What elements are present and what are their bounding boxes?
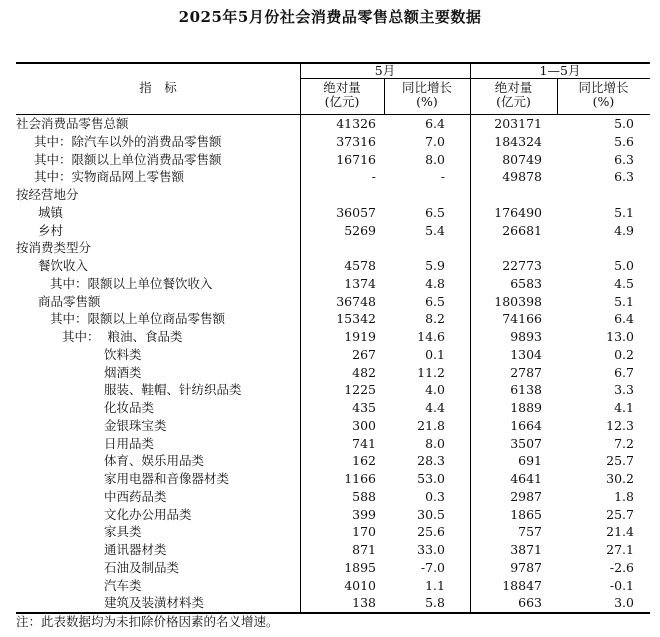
row-label-text: 文化办公用品类 xyxy=(104,506,192,522)
row-label-text: 餐饮收入 xyxy=(38,258,89,273)
cell-may-yoy: 8.0 xyxy=(425,435,445,451)
cell-may-absolute: 267 xyxy=(352,346,376,362)
cell-ytd-absolute: 4641 xyxy=(510,471,542,486)
table-row xyxy=(16,222,650,240)
cell-ytd-absolute: 184324 xyxy=(494,133,542,149)
row-label-prefix: 其中： xyxy=(62,329,100,344)
cell-ytd-yoy: 5.6 xyxy=(614,133,634,149)
cell-ytd-absolute: 691 xyxy=(518,453,542,469)
cell-ytd-absolute: 203171 xyxy=(494,116,542,131)
cell-ytd-yoy: 7.2 xyxy=(614,435,634,451)
cell-may-yoy: 33.0 xyxy=(417,542,445,557)
cell-may-absolute: 162 xyxy=(352,453,376,469)
row-label xyxy=(104,506,192,524)
cell-may-absolute: 1919 xyxy=(344,329,376,344)
cell-may-absolute: 435 xyxy=(352,400,376,415)
cell-ytd-absolute: 80749 xyxy=(502,151,542,167)
row-label-text: 化妆品类 xyxy=(104,400,155,415)
table-row xyxy=(16,115,650,133)
table-row xyxy=(16,417,650,435)
row-label xyxy=(16,115,129,133)
cell-may-yoy: 5.4 xyxy=(425,222,445,238)
row-label-text: 城镇 xyxy=(38,204,64,220)
row-label xyxy=(38,293,101,311)
row-label-text: 饮料类 xyxy=(104,346,142,362)
cell-may-yoy: 7.0 xyxy=(425,133,445,149)
cell-may-yoy: 30.5 xyxy=(417,506,445,522)
cell-ytd-absolute: 1664 xyxy=(510,417,542,433)
cell-may-yoy: 0.1 xyxy=(425,346,445,362)
row-label xyxy=(104,594,204,612)
cell-may-absolute: 138 xyxy=(352,595,376,611)
cell-may-absolute: 41326 xyxy=(336,116,376,131)
table-row xyxy=(16,452,650,470)
row-label-text: 中西药品类 xyxy=(104,488,167,504)
row-label-text: 日用品类 xyxy=(104,435,155,451)
cell-may-absolute: 36057 xyxy=(336,204,376,220)
cell-may-absolute: 36748 xyxy=(336,293,376,309)
row-label-text: 其中：限额以上单位餐饮收入 xyxy=(50,275,213,291)
table-row xyxy=(16,275,650,293)
cell-ytd-yoy: 5.1 xyxy=(614,204,634,220)
cell-may-yoy: - xyxy=(440,169,445,185)
cell-may-absolute: 1895 xyxy=(344,559,376,575)
cell-ytd-absolute: 180398 xyxy=(494,293,542,309)
cell-ytd-yoy: 6.7 xyxy=(614,364,634,380)
header-group-rule xyxy=(300,78,650,79)
may-abs-header: 绝对量 xyxy=(323,80,361,95)
row-label-text: 按消费类型分 xyxy=(16,240,92,256)
row-label-text: 建筑及装潢材料类 xyxy=(104,595,205,611)
row-label xyxy=(104,381,242,399)
cell-ytd-yoy: 30.2 xyxy=(606,471,634,486)
row-label xyxy=(104,523,142,541)
row-label xyxy=(34,151,222,169)
cell-may-absolute: 588 xyxy=(352,488,376,504)
cell-may-yoy: 4.4 xyxy=(425,400,445,415)
row-label-text: 其中：除汽车以外的消费品零售额 xyxy=(34,133,222,149)
row-label-text: 汽车类 xyxy=(104,577,142,593)
cell-ytd-yoy: 6.3 xyxy=(614,151,634,167)
cell-may-yoy: 25.6 xyxy=(417,524,445,540)
page-title: 2025年5月份社会消费品零售总额主要数据 xyxy=(178,8,482,26)
table-row xyxy=(16,506,650,524)
cell-may-absolute: 741 xyxy=(352,435,376,451)
cell-ytd-absolute: 22773 xyxy=(502,258,542,273)
cell-ytd-yoy: 13.0 xyxy=(606,329,634,344)
row-label xyxy=(62,328,183,346)
row-label xyxy=(104,452,204,470)
row-label-text: 家用电器和音像器材类 xyxy=(104,471,230,486)
cell-may-yoy: -7.0 xyxy=(420,559,445,575)
table-row xyxy=(16,559,650,577)
cell-ytd-yoy: 6.4 xyxy=(614,311,634,327)
may-abs-unit: (亿元) xyxy=(324,94,360,109)
table-row xyxy=(16,239,650,257)
table-row xyxy=(16,577,650,595)
cell-ytd-absolute: 74166 xyxy=(502,311,542,327)
cell-ytd-absolute: 9893 xyxy=(510,329,542,344)
cell-ytd-yoy: 25.7 xyxy=(606,453,634,469)
table-row xyxy=(16,470,650,488)
row-label-text: 金银珠宝类 xyxy=(104,417,167,433)
row-label xyxy=(104,346,142,364)
cell-may-absolute: 482 xyxy=(352,364,376,380)
cell-may-yoy: 28.3 xyxy=(417,453,445,469)
table-row xyxy=(16,310,650,328)
row-label xyxy=(104,399,154,417)
cell-may-yoy: 21.8 xyxy=(417,417,445,433)
row-label xyxy=(104,559,179,577)
row-label-text: 体育、娱乐用品类 xyxy=(104,453,205,469)
row-label-text: 烟酒类 xyxy=(104,364,142,380)
cell-ytd-absolute: 18847 xyxy=(502,577,542,593)
table-row xyxy=(16,523,650,541)
cell-ytd-yoy: 4.1 xyxy=(614,400,634,415)
cell-ytd-absolute: 9787 xyxy=(510,559,542,575)
row-label-text: 乡村 xyxy=(38,222,64,238)
cell-may-absolute: 300 xyxy=(352,417,376,433)
cell-ytd-absolute: 2987 xyxy=(510,488,542,504)
cell-ytd-absolute: 663 xyxy=(518,595,542,611)
cell-ytd-yoy: 3.0 xyxy=(614,595,634,611)
row-label-text: 粮油、食品类 xyxy=(107,329,183,344)
cell-ytd-yoy: 5.0 xyxy=(614,258,634,273)
cell-ytd-absolute: 757 xyxy=(518,524,542,540)
table-row xyxy=(16,151,650,169)
may-yoy-header: 同比增长 xyxy=(401,80,452,95)
row-label xyxy=(34,168,184,186)
table-row xyxy=(16,541,650,559)
row-label-text: 家具类 xyxy=(104,524,142,540)
row-label xyxy=(104,364,142,382)
cell-may-absolute: 37316 xyxy=(336,133,376,149)
table-row xyxy=(16,399,650,417)
ytd-abs-header: 绝对量 xyxy=(494,80,533,95)
cell-ytd-absolute: 3507 xyxy=(510,435,542,451)
cell-ytd-absolute: 176490 xyxy=(494,204,542,220)
row-label xyxy=(104,541,167,559)
row-label xyxy=(104,577,142,595)
cell-ytd-yoy: 4.5 xyxy=(614,275,634,291)
table-row xyxy=(16,293,650,311)
row-label xyxy=(104,488,167,506)
group-ytd-header: 1—5月 xyxy=(539,63,581,78)
cell-may-absolute: 16716 xyxy=(336,151,376,167)
cell-may-absolute: 5269 xyxy=(344,222,376,238)
table-row xyxy=(16,204,650,222)
row-label xyxy=(50,310,225,328)
cell-ytd-yoy: 21.4 xyxy=(606,524,634,540)
table-body xyxy=(16,115,650,612)
table-row xyxy=(16,488,650,506)
cell-may-absolute: 170 xyxy=(352,524,376,540)
cell-may-yoy: 1.1 xyxy=(425,577,445,593)
row-label xyxy=(34,133,222,151)
table-row xyxy=(16,435,650,453)
cell-may-absolute: 1374 xyxy=(344,275,376,291)
cell-ytd-yoy: 6.3 xyxy=(614,169,634,185)
cell-may-yoy: 8.2 xyxy=(425,311,445,327)
table-row xyxy=(16,133,650,151)
table-row xyxy=(16,328,650,346)
cell-may-yoy: 0.3 xyxy=(425,488,445,504)
cell-ytd-absolute: 49878 xyxy=(502,169,542,185)
footnote: 注：此表数据均为未扣除价格因素的名义增速。 xyxy=(16,614,279,629)
cell-may-absolute: 4010 xyxy=(344,577,376,593)
cell-ytd-yoy: 5.1 xyxy=(614,293,634,309)
cell-ytd-absolute: 3871 xyxy=(510,542,542,557)
table-row xyxy=(16,346,650,364)
row-label-text: 服装、鞋帽、针纺织品类 xyxy=(104,382,242,398)
cell-ytd-absolute: 1304 xyxy=(510,346,542,362)
data-table xyxy=(16,62,650,614)
row-label xyxy=(16,239,91,257)
cell-ytd-absolute: 1865 xyxy=(510,506,542,522)
group-may-header: 5月 xyxy=(374,63,396,78)
cell-ytd-yoy: 27.1 xyxy=(606,542,634,557)
cell-may-yoy: 5.8 xyxy=(425,595,445,611)
cell-ytd-absolute: 6138 xyxy=(510,382,542,398)
cell-may-absolute: 1225 xyxy=(344,382,376,398)
cell-may-yoy: 6.5 xyxy=(425,204,445,220)
ytd-abs-unit: (亿元) xyxy=(496,94,531,109)
row-label xyxy=(38,222,63,240)
cell-ytd-yoy: 25.7 xyxy=(606,506,634,522)
row-label-text: 其中：限额以上单位消费品零售额 xyxy=(34,151,222,167)
row-label-text: 其中：实物商品网上零售额 xyxy=(34,169,185,185)
table-row xyxy=(16,594,650,612)
row-label xyxy=(16,186,79,204)
cell-may-yoy: 4.8 xyxy=(425,275,445,291)
cell-ytd-yoy: -2.6 xyxy=(609,559,634,575)
cell-ytd-yoy: 0.2 xyxy=(614,346,634,362)
cell-may-yoy: 6.5 xyxy=(425,293,445,309)
row-label xyxy=(104,470,229,488)
row-label-text: 通讯器材类 xyxy=(104,542,167,557)
cell-may-yoy: 11.2 xyxy=(417,364,445,380)
cell-ytd-yoy: -0.1 xyxy=(609,577,634,593)
cell-ytd-yoy: 1.8 xyxy=(614,488,634,504)
cell-may-yoy: 53.0 xyxy=(417,471,445,486)
ytd-yoy-unit: (%) xyxy=(592,94,615,109)
cell-may-yoy: 4.0 xyxy=(425,382,445,398)
cell-may-yoy: 14.6 xyxy=(417,329,445,344)
row-label-text: 石油及制品类 xyxy=(104,559,180,575)
table-row xyxy=(16,364,650,382)
ytd-yoy-header: 同比增长 xyxy=(578,80,629,95)
cell-ytd-yoy: 3.3 xyxy=(614,382,634,398)
row-label xyxy=(38,204,63,222)
cell-ytd-absolute: 2787 xyxy=(510,364,542,380)
indicator-header: 指 标 xyxy=(139,80,177,95)
cell-may-yoy: 6.4 xyxy=(425,116,445,131)
cell-may-absolute: 1166 xyxy=(344,471,376,486)
cell-ytd-yoy: 12.3 xyxy=(606,417,634,433)
cell-may-absolute: 871 xyxy=(352,542,376,557)
row-label xyxy=(38,257,88,275)
cell-may-absolute: - xyxy=(371,169,376,185)
cell-may-absolute: 4578 xyxy=(344,258,376,273)
cell-ytd-yoy: 4.9 xyxy=(614,222,634,238)
row-label-text: 其中：限额以上单位商品零售额 xyxy=(50,311,226,327)
row-label-text: 社会消费品零售总额 xyxy=(16,116,129,131)
table-row xyxy=(16,168,650,186)
row-label xyxy=(104,435,154,453)
row-label-text: 按经营地分 xyxy=(16,187,79,202)
cell-may-absolute: 399 xyxy=(352,506,376,522)
row-label xyxy=(50,275,213,293)
cell-ytd-absolute: 26681 xyxy=(502,222,542,238)
may-yoy-unit: (%) xyxy=(416,94,438,109)
cell-may-absolute: 15342 xyxy=(336,311,376,327)
table-row xyxy=(16,381,650,399)
row-label xyxy=(104,417,167,435)
cell-ytd-absolute: 6583 xyxy=(510,275,542,291)
cell-may-yoy: 8.0 xyxy=(425,151,445,167)
cell-may-yoy: 5.9 xyxy=(425,258,445,273)
table-row xyxy=(16,186,650,204)
cell-ytd-yoy: 5.0 xyxy=(614,116,634,131)
table-row xyxy=(16,257,650,275)
row-label-text: 商品零售额 xyxy=(38,293,101,309)
cell-ytd-absolute: 1889 xyxy=(510,400,542,415)
table-header xyxy=(16,64,650,115)
